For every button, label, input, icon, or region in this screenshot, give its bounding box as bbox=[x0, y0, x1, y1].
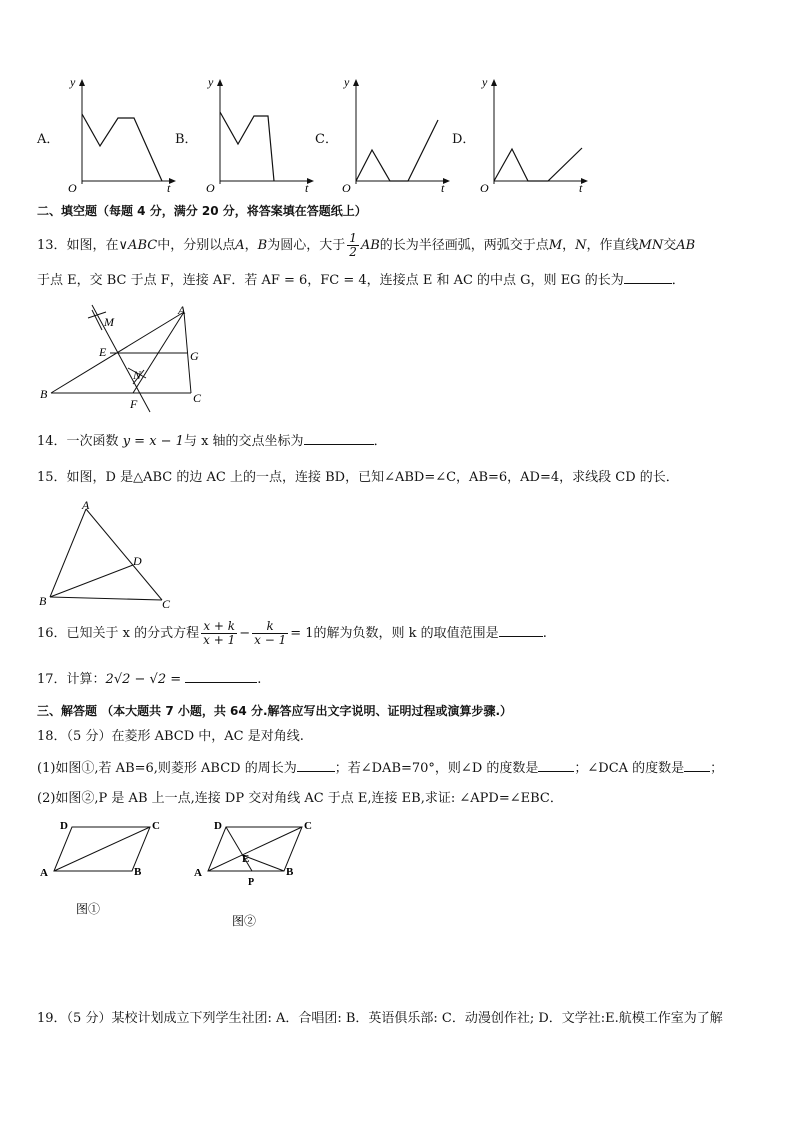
svg-text:A: A bbox=[178, 303, 186, 317]
q19: 19．（5 分）某校计划成立下列学生社团: A．合唱团: B．英语俱乐部: C．动漫创作社; D．文学社:E.航模工作室为了解 bbox=[37, 1011, 723, 1026]
svg-text:图①: 图① bbox=[76, 902, 101, 916]
svg-text:C: C bbox=[193, 391, 202, 405]
fraction-1: $\frac{x + k}{x + 1}$ bbox=[203, 619, 236, 647]
answer-blank bbox=[185, 670, 257, 683]
q15-figure bbox=[36, 497, 186, 613]
q16: 16．已知关于 x 的分式方程 $\frac{x + k}{x + 1}$ − $\frac{k}{x - 1}$ = 1的解为负数，则 k 的取值范围是 . bbox=[37, 619, 547, 647]
svg-text:G: G bbox=[190, 349, 199, 363]
t-axis-label: t bbox=[167, 181, 171, 194]
graph-option-d bbox=[472, 74, 592, 194]
origin-label: O bbox=[68, 181, 77, 194]
svg-text:E: E bbox=[99, 345, 107, 359]
option-c-label: C． bbox=[315, 132, 338, 147]
answer-blank bbox=[624, 271, 672, 284]
q13-figure bbox=[36, 300, 216, 415]
answer-blank bbox=[499, 624, 543, 637]
svg-text:D: D bbox=[133, 554, 142, 568]
fraction-2: $\frac{k}{x - 1}$ bbox=[254, 619, 287, 647]
svg-text:C: C bbox=[162, 597, 171, 611]
svg-text:E: E bbox=[242, 853, 250, 865]
y-axis-label: y bbox=[482, 75, 488, 89]
t-axis-label: t bbox=[579, 181, 583, 194]
svg-text:C: C bbox=[152, 820, 160, 832]
y-axis-label: y bbox=[70, 75, 76, 89]
svg-text:D: D bbox=[214, 820, 222, 832]
svg-text:P: P bbox=[248, 877, 255, 888]
origin-label: O bbox=[342, 181, 351, 194]
fraction-one-half: $\frac{1}{2}$ bbox=[349, 231, 357, 259]
q18-line2: (1)如图①,若 AB=6,则菱形 ABCD 的周长为 ；若∠DAB=70°，则∠D 的度数是 ；∠DCA 的度数是 ； bbox=[37, 761, 724, 776]
svg-text:N: N bbox=[133, 368, 142, 382]
graph-option-b bbox=[198, 74, 318, 194]
origin-label: O bbox=[206, 181, 215, 194]
svg-text:M: M bbox=[104, 315, 114, 329]
option-d-label: D． bbox=[452, 132, 476, 147]
svg-text:B: B bbox=[40, 387, 48, 401]
q13-line2: 于点 E，交 BC 于点 F，连接 AF．若 AF = 6，FC = 4，连接点 E 和 AC 的中点 G，则 EG 的长为 ． bbox=[37, 273, 685, 288]
section2-heading: 二、填空题（每题 4 分，满分 20 分，将答案填在答题纸上） bbox=[37, 204, 367, 218]
q15: 15．如图，D 是△ABC 的边 AC 上的一点，连接 BD，已知∠ABD=∠C，AB=6，AD=4，求线段 CD 的长． bbox=[37, 470, 679, 485]
q18-line3: (2)如图②,P 是 AB 上一点,连接 DP 交对角线 AC 于点 E,连接 EB,求证: ∠APD=∠EBC． bbox=[37, 791, 563, 806]
q13-line1: 13．如图，在∨ABC中，分别以点A，B为圆心，大于 $\frac{1}{2}$ AB的长为半径画弧，两弧交于点M，N，作直线MN交AB bbox=[37, 231, 696, 259]
graph-option-c bbox=[334, 74, 454, 194]
svg-text:A: A bbox=[82, 498, 90, 512]
t-axis-label: t bbox=[441, 181, 445, 194]
q18-figure-2 bbox=[190, 815, 330, 935]
graph-option-a bbox=[60, 74, 180, 194]
svg-text:B: B bbox=[134, 866, 142, 878]
svg-text:D: D bbox=[60, 820, 68, 832]
q14: 14．一次函数 y = x − 1与 x 轴的交点坐标为 ． bbox=[37, 434, 387, 449]
q18-figure-1 bbox=[36, 815, 176, 930]
svg-text:A: A bbox=[40, 867, 48, 879]
q17: 17．计算：2√2 − √2 = . bbox=[37, 672, 262, 687]
answer-blank bbox=[684, 759, 710, 772]
svg-text:B: B bbox=[39, 594, 47, 608]
answer-blank bbox=[297, 759, 335, 772]
y-axis-label: y bbox=[344, 75, 350, 89]
svg-text:B: B bbox=[286, 866, 294, 878]
t-axis-label: t bbox=[305, 181, 309, 194]
svg-text:图②: 图② bbox=[232, 914, 257, 928]
answer-blank bbox=[304, 432, 374, 445]
answer-blank bbox=[538, 759, 574, 772]
svg-text:F: F bbox=[130, 397, 138, 411]
option-a-label: A． bbox=[37, 132, 60, 147]
origin-label: O bbox=[480, 181, 489, 194]
q18-line1: 18．（5 分）在菱形 ABCD 中，AC 是对角线. bbox=[37, 729, 304, 744]
option-b-label: B． bbox=[175, 132, 198, 147]
section3-heading: 三、解答题 （本大题共 7 小题，共 64 分.解答应写出文字说明、证明过程或演算步骤.） bbox=[37, 704, 513, 718]
svg-text:A: A bbox=[194, 867, 202, 879]
svg-text:C: C bbox=[304, 820, 312, 832]
y-axis-label: y bbox=[208, 75, 214, 89]
